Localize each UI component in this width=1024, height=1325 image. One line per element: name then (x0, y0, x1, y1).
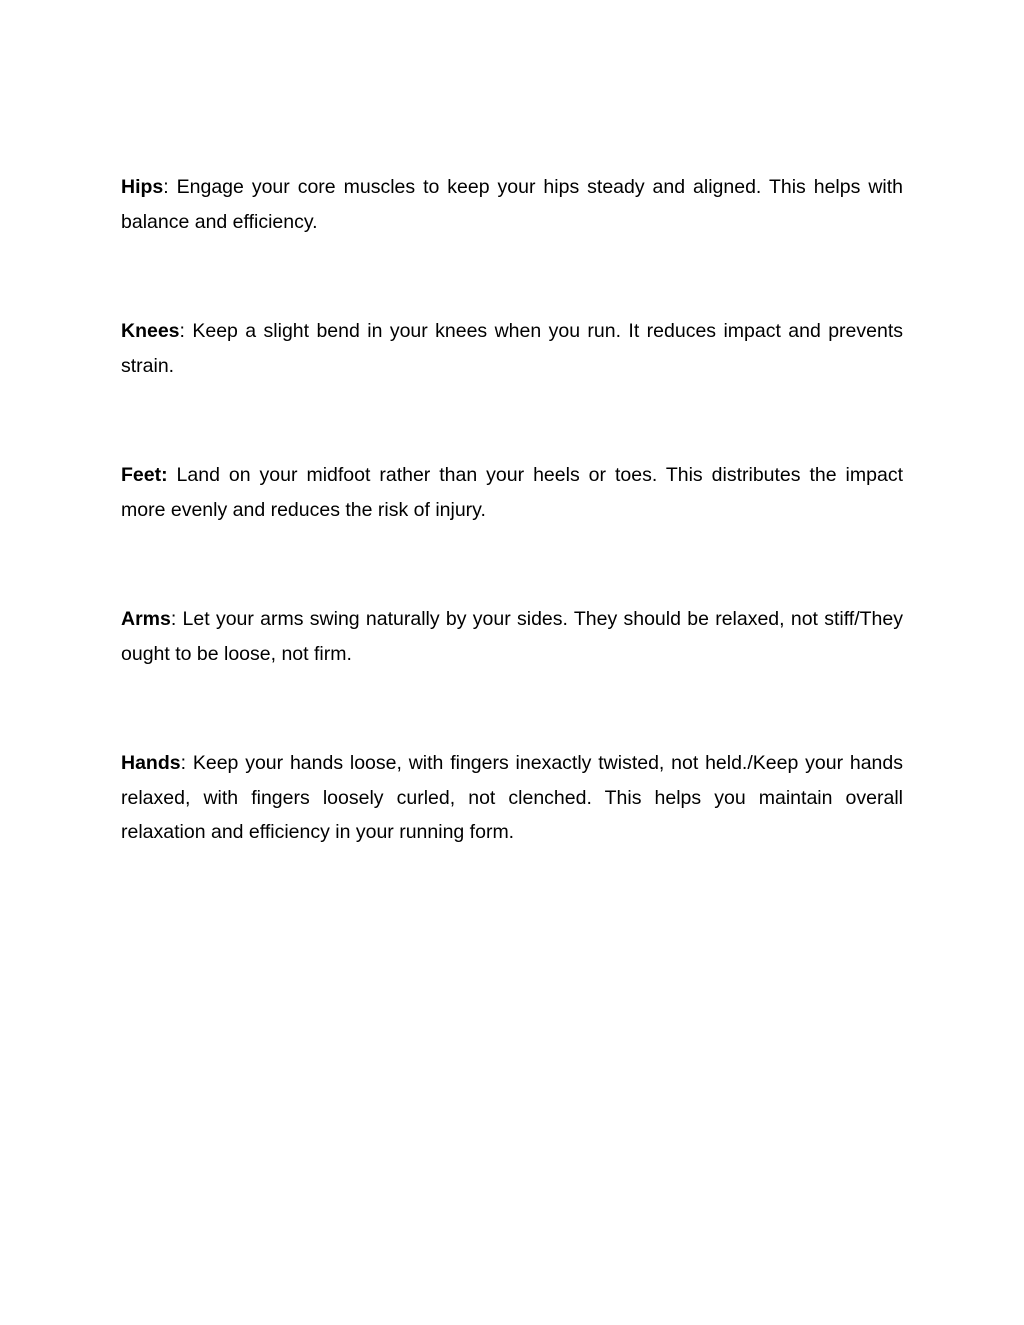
term-knees: Knees (121, 320, 180, 342)
paragraph-text: Let your arms swing naturally by your sides. They should be relaxed, not stiff/They ought to be loose, not firm. (121, 608, 903, 665)
term-hips: Hips (121, 176, 164, 198)
separator: : (179, 320, 185, 342)
separator: : (163, 176, 169, 198)
paragraph-text: Engage your core muscles to keep your hips steady and aligned. This helps with balance and efficiency. (121, 176, 903, 233)
separator: : (170, 608, 177, 630)
paragraph-text: Land on your midfoot rather than your heels or toes. This distributes the impact more evenly and reduces the risk of injury. (121, 464, 903, 521)
paragraph-text: Keep your hands loose, with fingers inexactly twisted, not held./Keep your hands relaxed, with fingers loosely curled, not clenched. This helps you maintain overall relaxation and efficiency in your running form. (121, 752, 903, 843)
paragraph-hips (121, 170, 903, 239)
term-hands: Hands (121, 752, 181, 774)
document-page (121, 170, 903, 850)
paragraph-feet (121, 458, 903, 527)
term-arms: Arms (121, 608, 171, 630)
paragraph-arms (121, 602, 903, 671)
paragraph-knees (121, 314, 903, 383)
paragraph-text: Keep a slight bend in your knees when you run. It reduces impact and prevents strain. (121, 320, 903, 377)
paragraph-hands (121, 746, 903, 850)
term-feet: Feet: (121, 464, 168, 486)
separator: : (180, 752, 187, 774)
